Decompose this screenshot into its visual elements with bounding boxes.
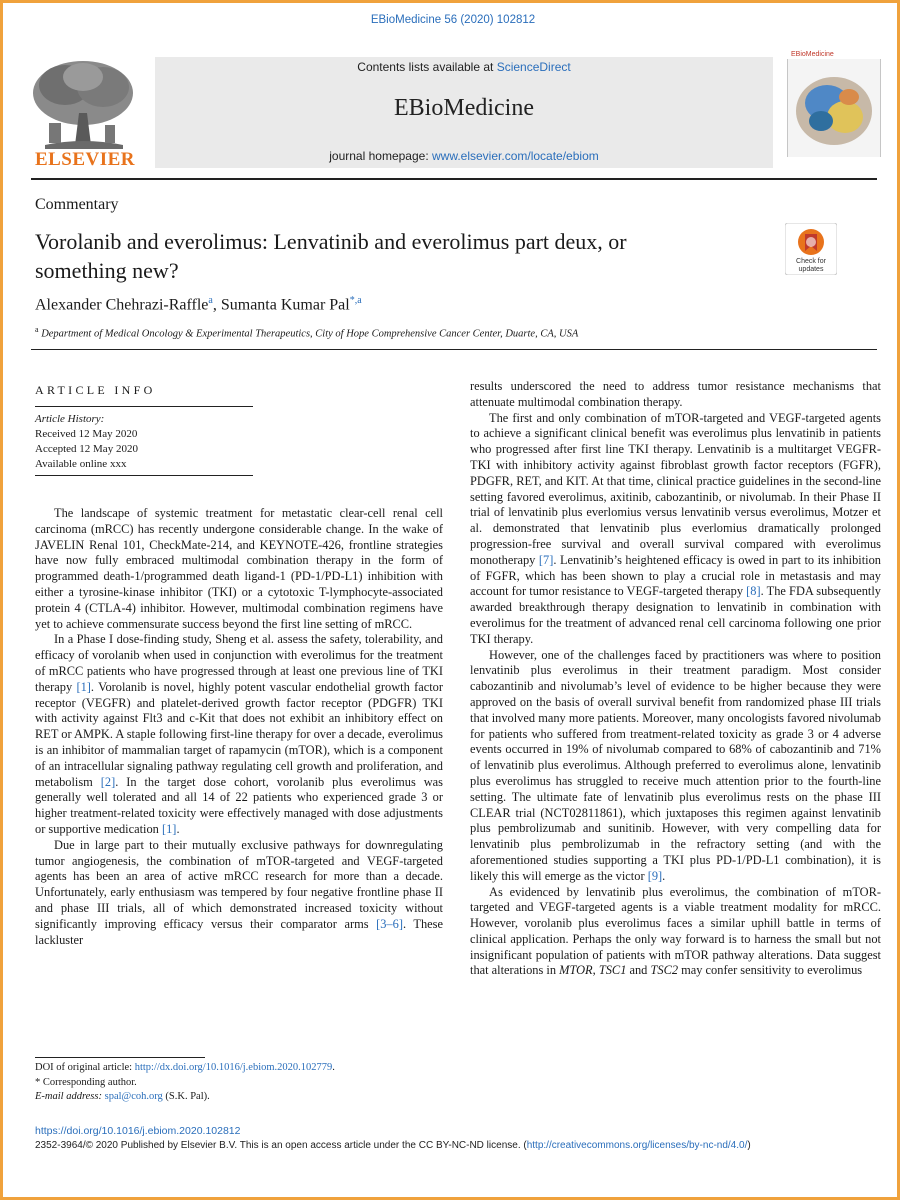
body-paragraph: As evidenced by lenvatinib plus everolimus, the combination of mTOR-targeted and VEGF-targeted agents is a viable treatment modality for mRCC. However, vorolanib plus everolimus faces a similar uphill battle in terms of clinical application. Perhaps the only way forward is to harness the small but not insignificant population of patients with mTOR pathway alterations. Data suggest that alterations in MTOR, TSC1 and TSC2 may confer sensitivity to everolimus bbox=[470, 884, 881, 978]
body-left-column bbox=[35, 506, 443, 948]
body-paragraph: The landscape of systemic treatment for metastatic clear-cell renal cell carcinoma (mRCC) has recently undergone considerable change. In the wake of JAVELIN Renal 101, CheckMate-214, and KEYNOTE-426, frontline strategies have now fully embraced multimodal combination therapy in the form of programmed death-1/programmed death ligand-1 (PD-1/PD-L1) inhibition with either a tyrosine-kinase inhibitor (TKI) or a cytotoxic T-lymphocyte-associated protein 4 (CTLA-4) inhibitor. However, multimodal combination regimens have yet to achieve commensurate success beyond the first line setting of mRCC. bbox=[35, 506, 443, 631]
journal-homepage-line: journal homepage: www.elsevier.com/locate/ebiom bbox=[329, 149, 599, 163]
badge-text-2: updates bbox=[798, 266, 824, 273]
body-paragraph: In a Phase I dose-finding study, Sheng et al. assess the safety, tolerability, and efficacy of vorolanib when used in conjunction with everolimus for the treatment of mRCC patients who have progressed through at least one previous line of TKI therapy [1]. Vorolanib is novel, highly potent vascular endothelial growth factor receptor (VEGFR) and platelet-derived growth factor receptor (PDGFR) TKI with activity against Flt3 and c-Kit that does not exhibit an inhibitory effect on RET or AMPK. A staple following first-line therapy for over a decade, everolimus is an inhibitor of mammalian target of rapamycin (mTOR), which is a component of an intracellular signaling pathway regulating cell growth and proliferation, and metabolism [2]. In the target dose cohort, vorolanib plus everolimus was generally well tolerated and all 14 of 22 patients who experienced grade 3 or higher treatment-related toxicity were effectively managed with dose adjustments or supportive medication [1]. bbox=[35, 632, 443, 836]
body-paragraph: Due in large part to their mutually exclusive pathways for downregulating tumor angiogenesis, the combination of mTOR-targeted and VEGF-targeted agents has been an area of active mRCC research for more than a decade. Unfortunately, early enthusiasm was tempered by four negative frontline phase II and phase III trials, all of which demonstrated increased toxicity without significantly improving efficacy versus their comparator arms [3–6]. These lackluster bbox=[35, 837, 443, 947]
badge-text-1: Check for bbox=[796, 258, 826, 265]
article-history bbox=[35, 412, 138, 472]
reference-link[interactable]: [9] bbox=[647, 868, 663, 883]
affiliation: $^a$ Department of Medical Oncology & Experimental Therapeutics, City of Hope Comprehensive Cancer Center, Duarte, CA, USA bbox=[35, 325, 579, 340]
journal-name: EBioMedicine bbox=[394, 95, 534, 121]
article-info-rule bbox=[35, 475, 253, 476]
author-name: Alexander Chehrazi-Raffle bbox=[35, 296, 209, 314]
journal-citation[interactable]: EBioMedicine 56 (2020) 102812 bbox=[370, 14, 536, 26]
journal-homepage-link[interactable]: www.elsevier.com/locate/ebiom bbox=[432, 149, 599, 163]
author-list: Alexander Chehrazi-Raffle$^a$, Sumanta Kumar Pal$^{*,a}$ bbox=[35, 295, 362, 314]
history-online: Available online xxx bbox=[35, 458, 127, 470]
reference-link[interactable]: [1] bbox=[76, 679, 91, 694]
article-title: Vorolanib and everolimus: Lenvatinib and everolimus part deux, or something new? bbox=[35, 229, 627, 283]
body-right-column bbox=[470, 379, 881, 979]
check-for-updates-badge[interactable] bbox=[785, 223, 837, 275]
license-link[interactable]: http://creativecommons.org/licenses/by-nc-nd/4.0/ bbox=[526, 1140, 748, 1151]
body-paragraph: results underscored the need to address tumor resistance mechanisms that attenuate multimodal combination therapy. bbox=[470, 379, 881, 409]
cover-title: EBioMedicine bbox=[791, 51, 834, 58]
footnote-rule bbox=[35, 1057, 205, 1058]
corresponding-author-footnote: * Corresponding author. bbox=[35, 1076, 137, 1088]
email-footnote: E-mail address: spal@coh.org (S.K. Pal). bbox=[35, 1091, 210, 1102]
email-link[interactable]: spal@coh.org bbox=[104, 1091, 163, 1102]
history-accepted: Accepted 12 May 2020 bbox=[35, 443, 138, 455]
header-rule bbox=[31, 178, 877, 180]
history-label: Article History: bbox=[35, 413, 105, 425]
elsevier-wordmark: ELSEVIER bbox=[34, 149, 136, 170]
reference-link[interactable]: [2] bbox=[100, 774, 116, 789]
author-affil-marker[interactable]: a bbox=[208, 295, 213, 306]
journal-cover-image bbox=[787, 47, 881, 169]
license-line: 2352-3964/© 2020 Published by Elsevier B.V. This is an open access article under the CC BY-NC-ND license. (http://creativecommons.org/licenses/by-nc-nd/4.0/) bbox=[35, 1140, 751, 1151]
reference-link[interactable]: [3–6] bbox=[376, 916, 403, 931]
article-doi-link[interactable]: https://doi.org/10.1016/j.ebiom.2020.102812 bbox=[35, 1125, 241, 1137]
contents-available-line: Contents lists available at ScienceDirect bbox=[357, 60, 571, 74]
reference-link[interactable]: [7] bbox=[538, 552, 554, 567]
body-paragraph: The first and only combination of mTOR-targeted and VEGF-targeted agents to achieve a significant clinical benefit was everolimus plus lenvatinib in patients who progressed after first line TKI therapy. Lenvatinib is a multitarget VEGFR-TKI with inhibitory activity against fibroblast growth factor receptors (FGFR), PDGFR, RET, and KIT. At that time, clinical practice guidelines in the second-line setting favored everolimus, axitinib, cabozantinib, or nivolumab. In their Phase II trial of lenvatinib plus everlomius versus lenvatinib versus everolimus, Motzer et al. demonstrated that lenvatinib plus everlomius dramatically prolonged progression-free survival and overall survival compared with everolimus monotherapy [7]. Lenvatinib’s heightened efficacy is owed in part to its inhibition of FGFR, which has been shown to play a crucial role in metastasis and may account for tumor resistance to VEGF-targeted therapy [8]. The FDA subsequently awarded breakthrough therapy designation to lenvatinib in combination with everolimus for the treatment of advanced renal cell carcinoma following one prior TKI therapy. bbox=[470, 410, 881, 646]
reference-link[interactable]: [1] bbox=[161, 821, 177, 836]
footnotes bbox=[35, 1061, 455, 1105]
body-paragraph: However, one of the challenges faced by practitioners was where to position lenvatinib plus everolimus in their treatment paradigm. Most consider cabozantinib and nivolumab’s level of evidence to be higher because they were approved on the basis of overall survival benefit from randomized phase III trials that involved many more patients. Moreover, many oncologists favored nivolumab for patients who suffered from treatment-related toxicity as grade 3 or 4 adverse events occurred in 19% of nivolumab compared to 68% of cabozantinib and 71% of lenvatinib plus everolimus. Although preferred to everolimus alone, lenvatinib plus everolimus has struggled to receive much attention prior to the fourth-line setting. The ultimate fate of lenvatinib plus everolimus rests on the phase III CLEAR trial (NCT02811861), which juxtaposes this regimen against lenvatinib plus pembrolizumab and sunitinib. However, with very compelling data for lenvatinib plus pembrolizumab in the refractory setting (and with the aforementioned studies supporting a TKI plus PD-1/PD-L1 combination), it is likely this will emerge as the victor [9]. bbox=[470, 647, 881, 883]
affiliation-rule bbox=[31, 349, 877, 350]
doi-original-link[interactable]: http://dx.doi.org/10.1016/j.ebiom.2020.102779 bbox=[134, 1062, 333, 1073]
reference-link[interactable]: [8] bbox=[746, 584, 761, 599]
doi-original-footnote: DOI of original article: http://dx.doi.org/10.1016/j.ebiom.2020.102779. bbox=[35, 1062, 335, 1073]
sciencedirect-link[interactable]: ScienceDirect bbox=[496, 60, 571, 74]
article-type: Commentary bbox=[35, 196, 119, 213]
author-affil-marker[interactable]: *,a bbox=[349, 295, 362, 306]
history-received: Received 12 May 2020 bbox=[35, 428, 138, 440]
author-name: Sumanta Kumar Pal bbox=[220, 296, 350, 314]
article-info-heading: ARTICLE INFO bbox=[35, 383, 156, 397]
article-info-rule bbox=[35, 406, 253, 407]
